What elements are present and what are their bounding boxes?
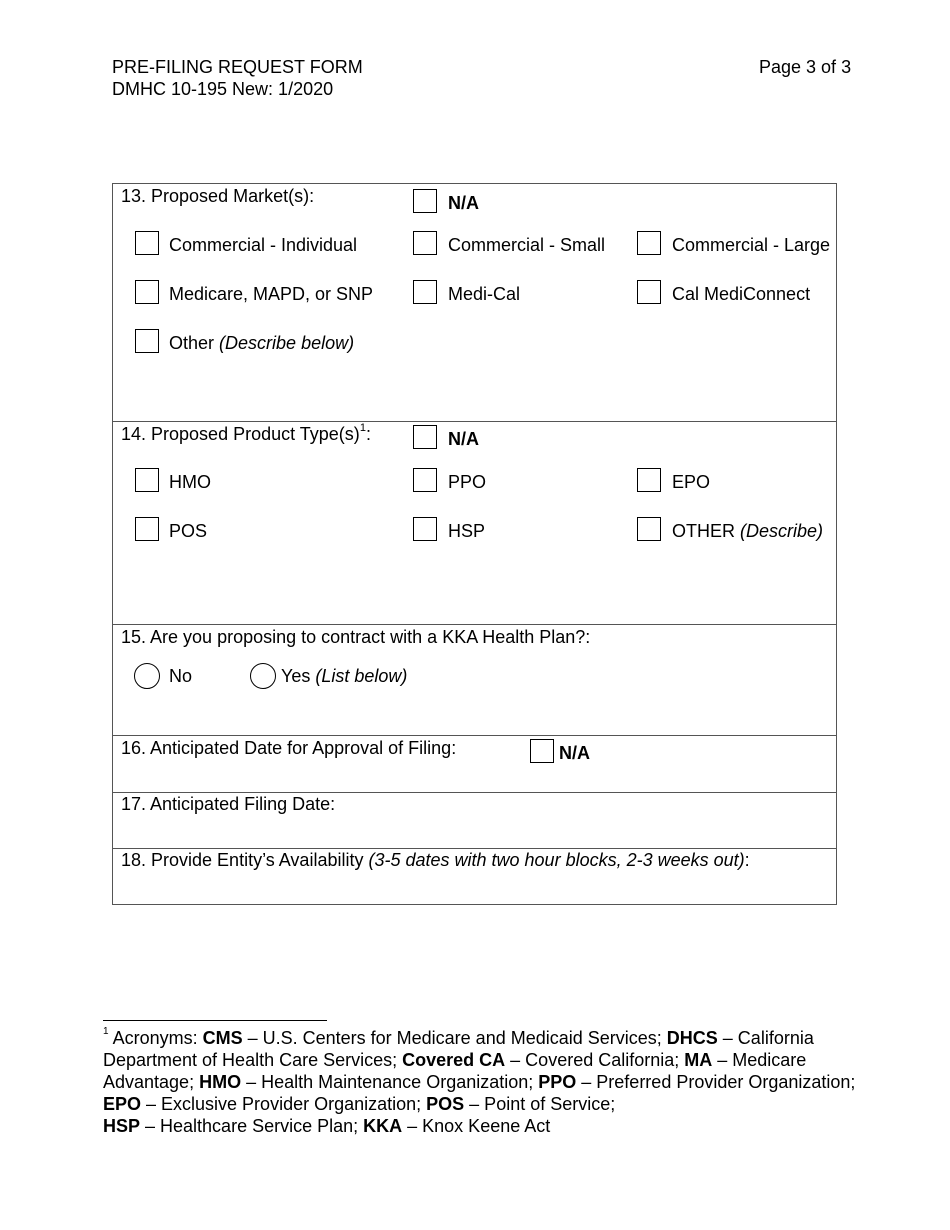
page-number: Page 3 of 3 (759, 57, 852, 77)
acronym-term: HMO (199, 1072, 242, 1092)
product-na-label: N/A (448, 429, 479, 449)
market-other-text: Other (169, 333, 215, 353)
section-15-label: 15. Are you proposing to contract with a KKA Health Plan?: (121, 627, 591, 647)
commercial-large-checkbox[interactable] (637, 231, 661, 255)
footnote-intro: Acronyms: (108, 1028, 203, 1048)
epo-label: EPO (672, 472, 711, 492)
kka-yes-radio[interactable] (250, 663, 276, 689)
pos-label: POS (169, 521, 208, 541)
epo-checkbox[interactable] (637, 468, 661, 492)
kka-yes-note: (List below) (315, 666, 408, 686)
section-16-label: 16. Anticipated Date for Approval of Filing: (121, 738, 457, 758)
section-18-suffix: : (744, 850, 750, 870)
section-14-suffix: : (365, 424, 371, 444)
market-na-checkbox[interactable] (413, 189, 437, 213)
product-other-label (672, 520, 823, 542)
section-14-label (121, 423, 371, 445)
row-divider (112, 735, 837, 736)
acronym-term: CMS (202, 1028, 243, 1048)
footnote-reference: 1 (359, 422, 366, 434)
product-na-checkbox[interactable] (413, 425, 437, 449)
approval-date-na-label: N/A (559, 743, 590, 763)
acronym-term: MA (684, 1050, 713, 1070)
market-other-label (169, 332, 354, 354)
form-number: DMHC 10-195 New: 1/2020 (112, 79, 334, 99)
row-divider (112, 624, 837, 625)
acronym-definition: – Health Maintenance Organization; (241, 1072, 539, 1092)
row-divider (112, 421, 837, 422)
footnote-mark: 1 (103, 1026, 109, 1037)
kka-yes-label (281, 665, 407, 687)
pos-checkbox[interactable] (135, 517, 159, 541)
acronym-definition: – Healthcare Service Plan; (140, 1116, 364, 1136)
product-other-checkbox[interactable] (637, 517, 661, 541)
hmo-label: HMO (169, 472, 211, 492)
acronym-term: Covered CA (402, 1050, 506, 1070)
cal-mediconnect-checkbox[interactable] (637, 280, 661, 304)
acronym-term: HSP (103, 1116, 141, 1136)
acronym-definition: – Preferred Provider Organization; (576, 1072, 856, 1092)
acronym-definition: – Medicare Advantage; (103, 1050, 807, 1092)
section-18-note: (3-5 dates with two hour blocks, 2-3 weeks out) (368, 850, 745, 870)
kka-no-label: No (169, 666, 193, 686)
acronym-term: PPO (538, 1072, 577, 1092)
commercial-large-label: Commercial - Large (672, 235, 831, 255)
acronym-term: DHCS (666, 1028, 718, 1048)
hsp-label: HSP (448, 521, 486, 541)
acronym-term: KKA (363, 1116, 403, 1136)
commercial-small-checkbox[interactable] (413, 231, 437, 255)
section-13-label: 13. Proposed Market(s): (121, 186, 315, 206)
product-other-text: OTHER (672, 521, 735, 541)
cal-mediconnect-label: Cal MediConnect (672, 284, 811, 304)
medi-cal-label: Medi-Cal (448, 284, 521, 304)
acronym-definition: – U.S. Centers for Medicare and Medicaid Services; (242, 1028, 667, 1048)
section-18-label (121, 849, 750, 871)
commercial-individual-label: Commercial - Individual (169, 235, 358, 255)
acronym-definition: – Knox Keene Act (402, 1116, 551, 1136)
ppo-label: PPO (448, 472, 487, 492)
kka-no-radio[interactable] (134, 663, 160, 689)
product-other-note: (Describe) (740, 521, 824, 541)
kka-yes-text: Yes (281, 666, 311, 686)
acronym-definition: – Covered California; (505, 1050, 685, 1070)
acronym-definition: – California Department of Health Care Services; (103, 1028, 814, 1070)
footnote (103, 1027, 863, 1137)
acronym-term: EPO (103, 1094, 142, 1114)
footnote-separator (103, 1020, 327, 1021)
acronym-definition: – Point of Service; (464, 1094, 616, 1114)
medi-cal-checkbox[interactable] (413, 280, 437, 304)
market-other-checkbox[interactable] (135, 329, 159, 353)
hsp-checkbox[interactable] (413, 517, 437, 541)
form-title: PRE-FILING REQUEST FORM (112, 57, 363, 77)
acronym-definition: – Exclusive Provider Organization; (141, 1094, 427, 1114)
market-na-label: N/A (448, 193, 479, 213)
acronym-term: POS (426, 1094, 465, 1114)
ppo-checkbox[interactable] (413, 468, 437, 492)
section-17-label: 17. Anticipated Filing Date: (121, 794, 336, 814)
commercial-individual-checkbox[interactable] (135, 231, 159, 255)
market-other-note: (Describe below) (219, 333, 355, 353)
section-14-text: 14. Proposed Product Type(s) (121, 424, 360, 444)
medicare-checkbox[interactable] (135, 280, 159, 304)
hmo-checkbox[interactable] (135, 468, 159, 492)
medicare-label: Medicare, MAPD, or SNP (169, 284, 374, 304)
approval-date-na-checkbox[interactable] (530, 739, 554, 763)
section-18-text: 18. Provide Entity’s Availability (121, 850, 369, 870)
commercial-small-label: Commercial - Small (448, 235, 606, 255)
